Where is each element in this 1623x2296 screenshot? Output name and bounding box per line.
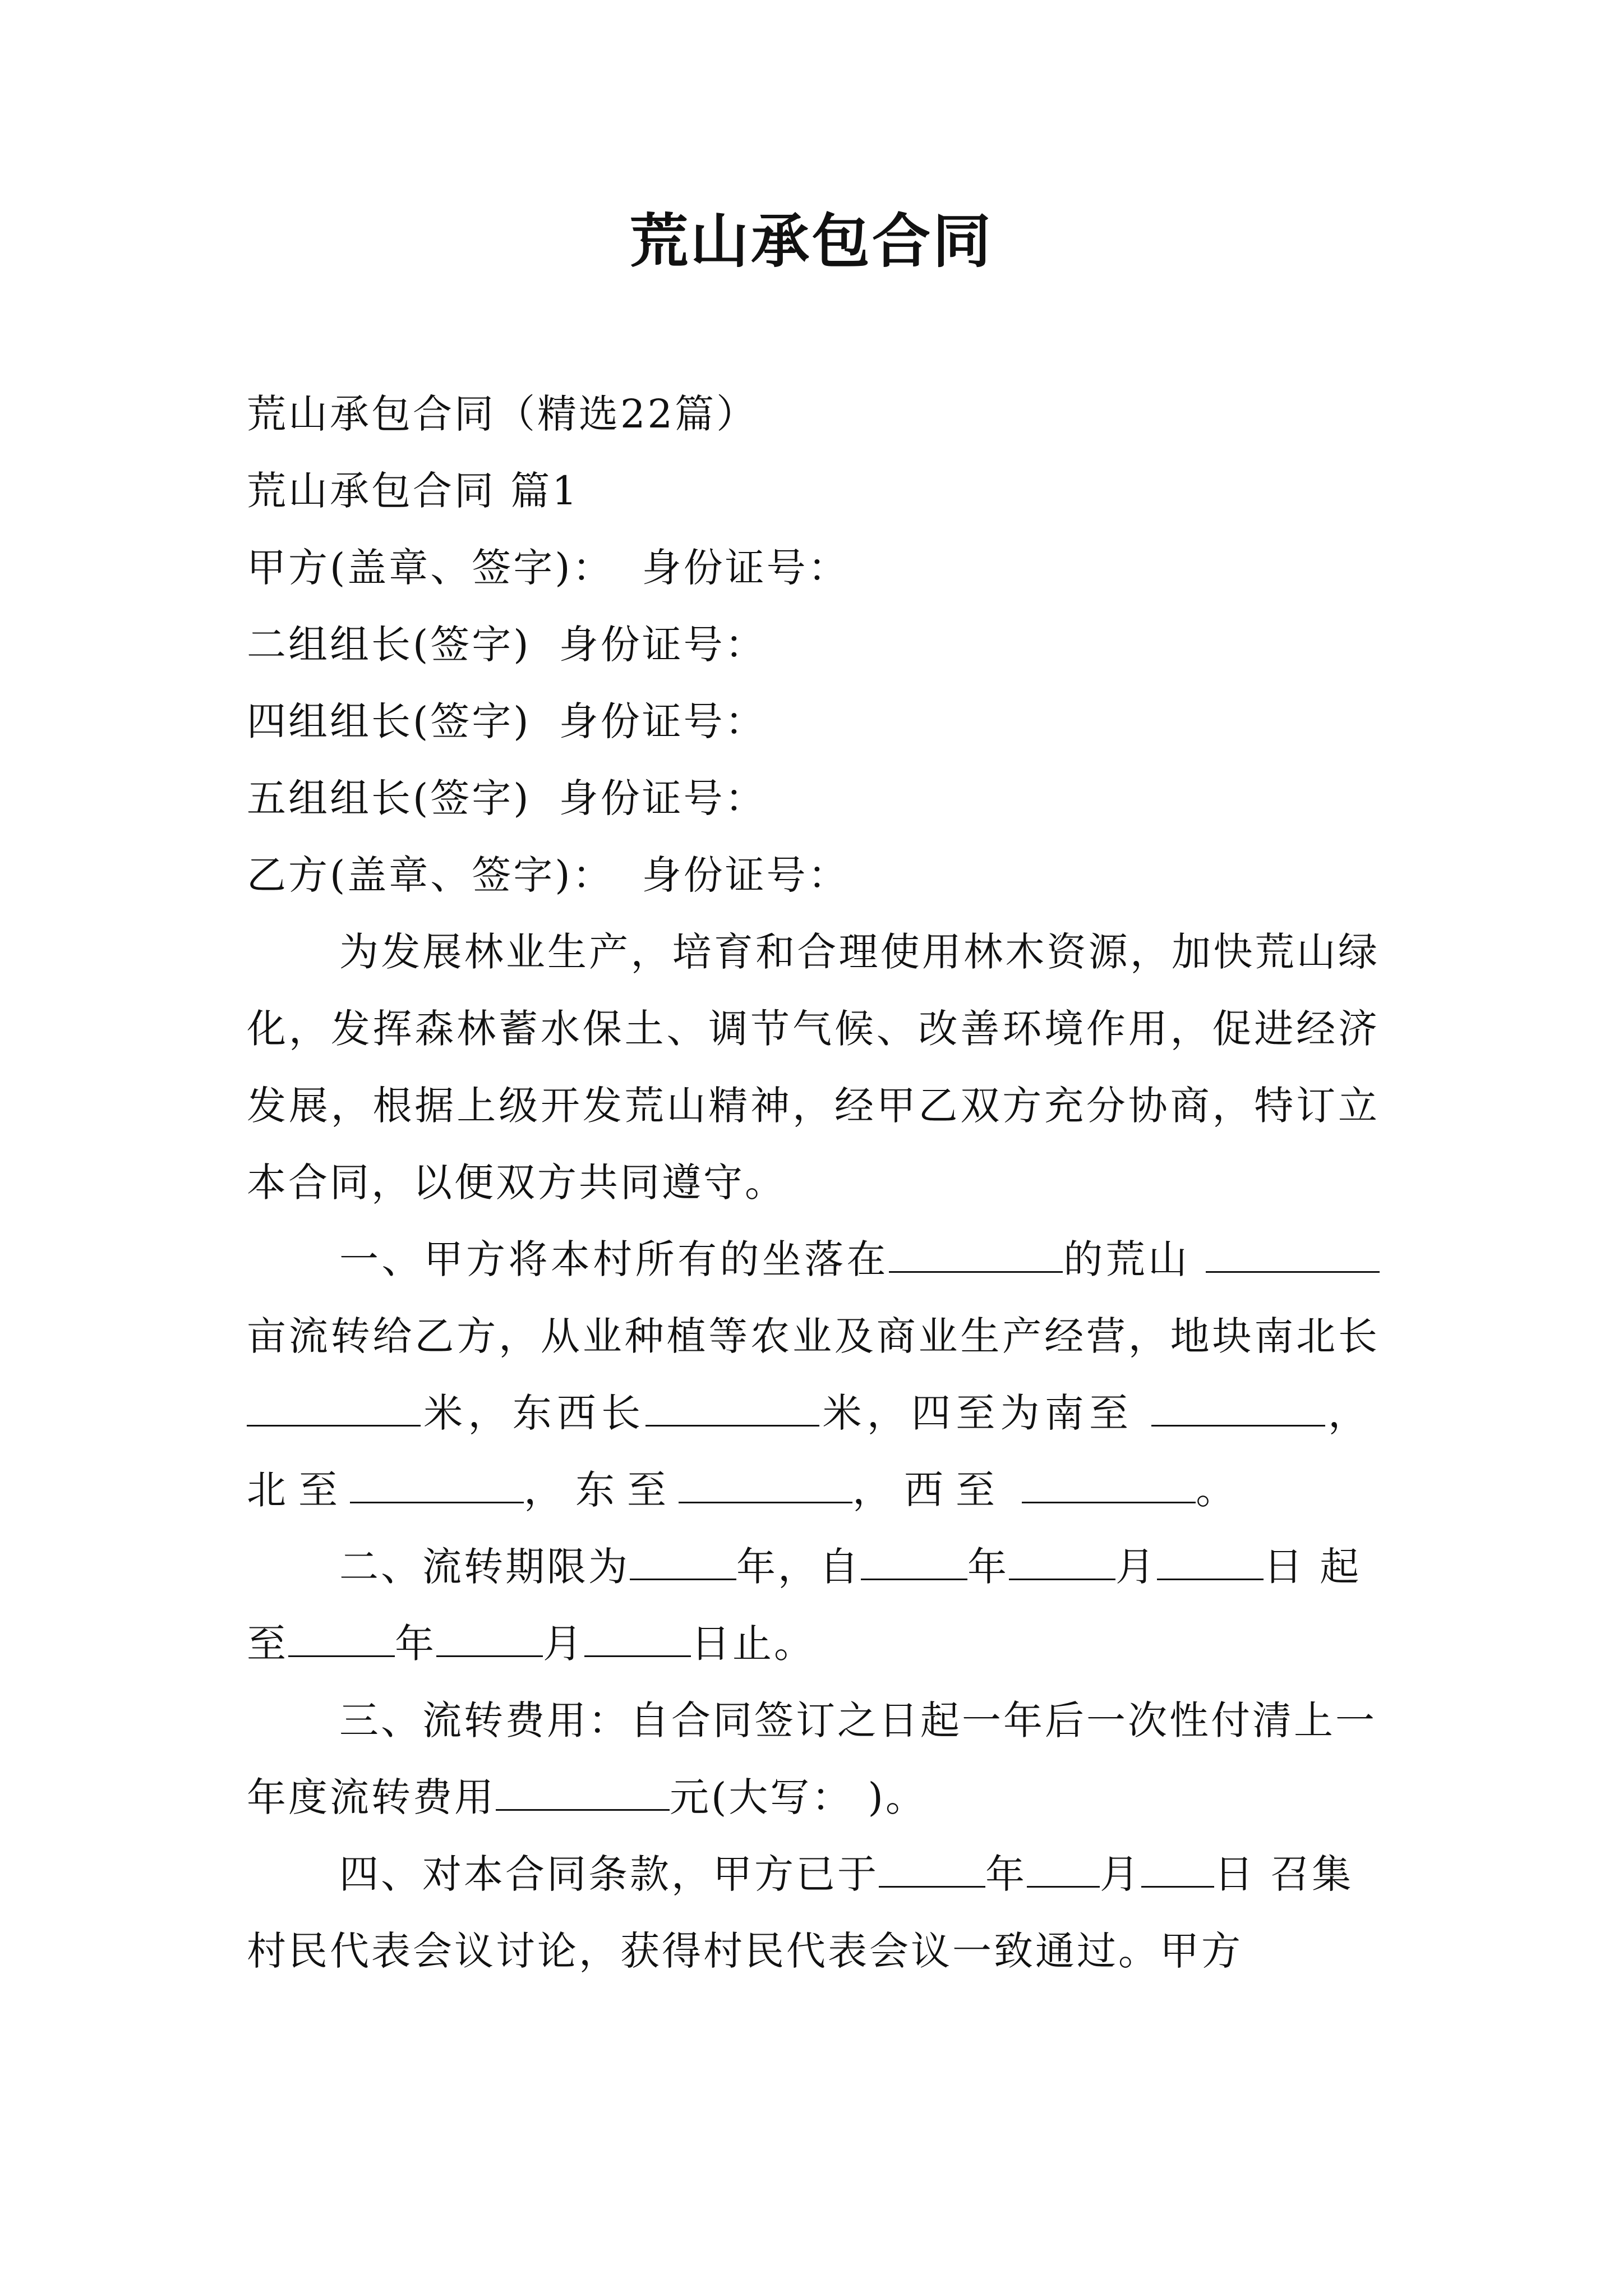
blank-end-month <box>436 1620 543 1657</box>
blank-length-ns <box>247 1389 421 1427</box>
clause1-text-5: 米，四至为南至 <box>819 1390 1134 1436</box>
blank-east <box>679 1466 852 1503</box>
party-b-label: 乙方(盖章、签字)： <box>247 852 614 898</box>
document-subtitle: 荒山承包合同（精选22篇） <box>247 391 758 437</box>
blank-start-month <box>1009 1543 1115 1580</box>
clause2-text-2: ，自 <box>778 1544 861 1590</box>
clause2-text-1: 二、流转期限为 <box>339 1544 630 1590</box>
clause2-month-label: 月 <box>1115 1544 1157 1590</box>
blank-term-years <box>630 1543 736 1580</box>
group5-label: 五组组长(签字) <box>247 775 531 821</box>
intro-paragraph: 为发展林业生产，培育和合理使用林木资源，加快荒山绿化，发挥森林蓄水保土、调节气候、改善环境作用，促进经济发展，根据上级开发荒山精神，经甲乙双方充分协商，特订立本合同，以便双方共同遵守。 <box>247 929 1380 1205</box>
clause3-text-2: 元(大写： )。 <box>670 1774 927 1820</box>
blank-area <box>1206 1236 1380 1273</box>
signature-line-party-a <box>247 530 1380 606</box>
clause1-text-4: 米，东西长 <box>421 1390 646 1436</box>
clause4-day-label: 日 <box>1214 1851 1256 1897</box>
section-heading: 荒山承包合同 篇1 <box>247 468 579 514</box>
id-number-label: 身份证号： <box>559 698 767 744</box>
id-number-label: 身份证号： <box>642 852 850 898</box>
clause4-text-2: 召集村民代表会议讨论，获得村民代表会议一致通过。甲方 <box>247 1851 1354 1974</box>
clause-1 <box>247 1221 1380 1529</box>
signature-line-group4 <box>247 683 1380 760</box>
blank-length-ew <box>645 1389 819 1427</box>
group4-label: 四组组长(签字) <box>247 698 531 744</box>
blank-end-year <box>288 1620 395 1657</box>
clause1-text-9: 。 <box>1196 1467 1238 1513</box>
clause2-text-end: 日止。 <box>691 1621 815 1667</box>
clause-4 <box>247 1836 1380 1990</box>
clause-2 <box>247 1529 1380 1682</box>
clause1-text-8: ，西至 <box>852 1467 1007 1513</box>
clause1-text-1: 一、甲方将本村所有的坐落在 <box>339 1236 889 1282</box>
clause4-month-label: 月 <box>1100 1851 1141 1897</box>
clause1-text-6: ，北至 <box>247 1390 1380 1513</box>
group2-label: 二组组长(签字) <box>247 622 531 668</box>
blank-north <box>350 1466 524 1503</box>
clause-3 <box>247 1682 1380 1836</box>
blank-meeting-year <box>879 1851 985 1888</box>
blank-location <box>889 1236 1063 1273</box>
clause1-text-3: 亩流转给乙方，从业种植等农业及商业生产经营，地块南北长 <box>247 1313 1380 1359</box>
clause2-text-3: 起至 <box>247 1544 1362 1667</box>
clause4-text-1: 四、对本合同条款，甲方已于 <box>339 1851 879 1897</box>
clause4-year-label: 年 <box>985 1851 1027 1897</box>
clause2-day-label: 日 <box>1264 1544 1305 1590</box>
blank-south <box>1151 1389 1325 1427</box>
blank-meeting-month <box>1027 1851 1100 1888</box>
blank-end-day <box>584 1620 691 1657</box>
blank-meeting-day <box>1141 1851 1214 1888</box>
clause1-text-7: ，东至 <box>524 1467 679 1513</box>
blank-fee <box>496 1774 670 1811</box>
id-number-label: 身份证号： <box>559 775 767 821</box>
document-title: 荒山承包合同 <box>629 206 993 275</box>
document-body <box>247 376 1380 1990</box>
clause2-year-label: 年 <box>395 1621 436 1667</box>
signature-line-party-b <box>247 837 1380 914</box>
blank-west <box>1022 1466 1196 1503</box>
clause2-year-label: 年 <box>967 1544 1009 1590</box>
clause2-month-label: 月 <box>543 1621 584 1667</box>
id-number-label: 身份证号： <box>559 622 767 668</box>
blank-start-year <box>861 1543 967 1580</box>
signature-line-group2 <box>247 606 1380 683</box>
blank-start-day <box>1157 1543 1264 1580</box>
id-number-label: 身份证号： <box>642 545 850 591</box>
clause3-text-1: 三、流转费用：自合同签订之日起一年后一次性付清上一年度流转费用 <box>247 1697 1377 1820</box>
clause2-year-label: 年 <box>736 1544 778 1590</box>
clause1-text-2: 的荒山 <box>1062 1236 1191 1282</box>
party-a-label: 甲方(盖章、签字)： <box>247 545 614 591</box>
signature-line-group5 <box>247 760 1380 837</box>
